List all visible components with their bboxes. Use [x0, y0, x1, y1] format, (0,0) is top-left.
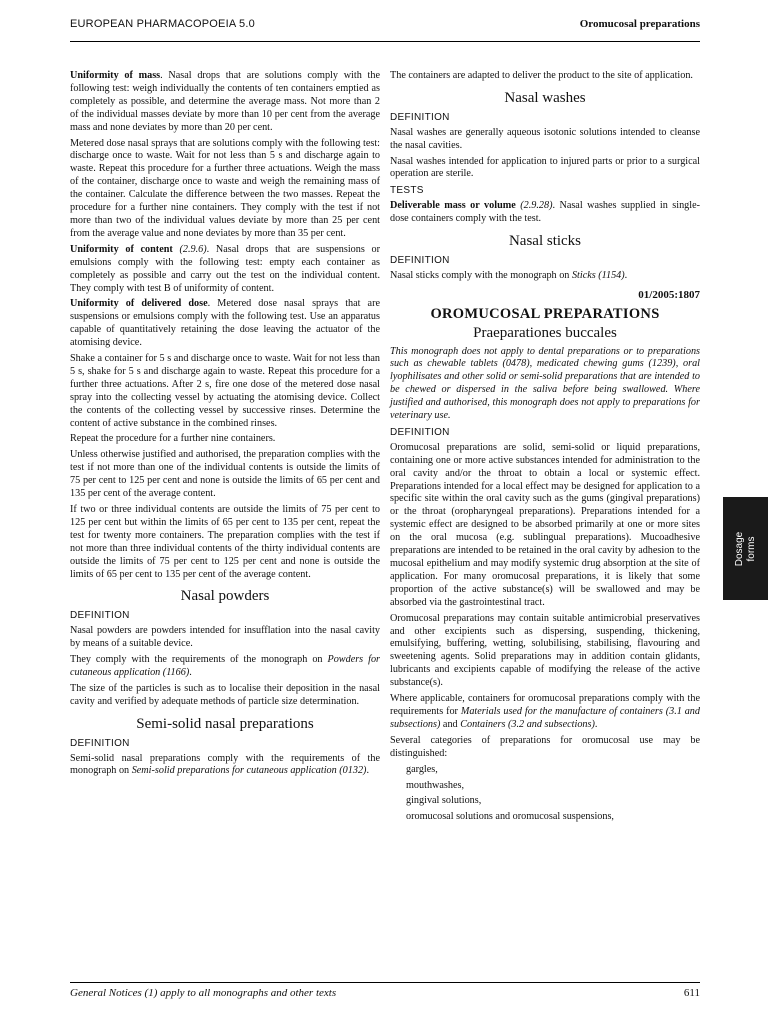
header-pharmacopoeia-title: EUROPEAN PHARMACOPOEIA 5.0 — [70, 18, 255, 30]
definition-label: DEFINITION — [70, 737, 130, 749]
uniformity-of-mass-paragraph: Uniformity of mass. Nasal drops that are solutions comply with the following test: weigh individually the contents of ten containers emptied as completely as possible, and determine the average mass. Not more than 2 of the individual masses deviate by more than 10 per cent from the average mass and none deviates by more than 20 per cent. — [70, 70, 380, 133]
deliverable-mass-paragraph: Deliverable mass or volume (2.9.28). Nasal washes supplied in single-dose containers comply with the test. — [390, 200, 701, 225]
nasal-washes-sterile: Nasal washes intended for application to injured parts or prior to a surgical operation are sterile. — [390, 155, 700, 180]
monograph-title: OROMUCOSAL PREPARATIONS — [430, 305, 660, 322]
list-item: gingival solutions, — [406, 795, 482, 807]
list-item: oromucosal solutions and oromucosal suspensions, — [406, 811, 614, 823]
nasal-sticks-heading: Nasal sticks — [508, 233, 582, 250]
definition-label: DEFINITION — [70, 610, 130, 622]
page-number: 611 — [683, 987, 700, 999]
semi-solid-definition: Semi-solid nasal preparations comply with the requirements of the monograph on Semi-solid preparations for cutaneous application (0132). — [70, 752, 380, 777]
scope-note-text: This monograph does not apply to dental preparations or to preparations such as chewable tablets (0478), medicated chewing gums (1239), oral lyophilisates and other solid or semi-solid preparations that are intended to be chewed or dispersed in the saliva before being swallowed. Where justified and authorised, this monograph does not apply to preparations for veterinary use. — [390, 345, 700, 422]
monograph-reference-number: 01/2005:1807 — [638, 288, 700, 301]
acceptance-limits-paragraph: Unless otherwise justified and authorised, the preparation complies with the test if not more than one of the individual contents is outside the limits of 75 per cent to 125 per cent and none is outside the limits of 65 per cent and 135 per cent of the average content. — [70, 449, 380, 500]
nasal-powders-requirements: They comply with the requirements of the monograph on Powders for cutaneous application (1166). — [70, 654, 380, 678]
list-item: gargles, — [406, 763, 438, 775]
nasal-powders-heading: Nasal powders — [180, 588, 270, 605]
footer-rule — [70, 982, 700, 983]
right-column — [390, 70, 700, 827]
header-section-title: Oromucosal preparations — [579, 18, 700, 30]
uniformity-of-delivered-dose-paragraph: Uniformity of delivered dose. Metered dose nasal sprays that are suspensions or emulsions comply with the following test. Use an apparatus capable of quantitatively retaining the dose leaving the actuator of the atomising device. — [70, 298, 380, 349]
thumb-tab-label: Dosage forms — [733, 531, 757, 566]
repeat-procedure-paragraph: Repeat the procedure for a further nine containers. — [70, 433, 276, 445]
left-column — [70, 70, 380, 781]
footer-general-notices: General Notices (1) apply to all monographs and other texts — [70, 987, 337, 999]
header-rule — [70, 41, 700, 42]
containers-requirements-paragraph: Where applicable, containers for oromucosal preparations comply with the requirements for Materials used for the manufacture of containers (3.1 and subsections) and Containers (3.2 and subsections). — [390, 693, 700, 730]
monograph-latin-title: Praeparationes buccales — [473, 324, 617, 341]
semi-solid-nasal-heading: Semi-solid nasal preparations — [136, 715, 314, 732]
scope-note — [390, 346, 700, 423]
nasal-powders-definition: Nasal powders are powders intended for insufflation into the nasal cavity by means of a suitable device. — [70, 625, 380, 650]
definition-label: DEFINITION — [390, 426, 450, 438]
nasal-sticks-definition: Nasal sticks comply with the monograph on Sticks (1154). — [390, 269, 628, 281]
particle-size-paragraph: The size of the particles is such as to localise their deposition in the nasal cavity and verified by adequate methods of particle size determination. — [70, 682, 380, 707]
categories-intro: Several categories of preparations for oromucosal use may be distinguished: — [390, 734, 700, 759]
list-item: mouthwashes, — [406, 779, 465, 791]
oromucosal-definition: Oromucosal preparations are solid, semi-solid or liquid preparations, containing one or more active substances intended for administration to the oral cavity and/or the throat to obtain a local or systemic effect. Preparations intended for a local effect may be designed for application to a specific site within the oral cavity such as the gums (gingival preparations) or the throat (oropharyngeal preparations). Preparations intended for a systemic effect are designed to be absorbed primarily at one or more sites on the oral mucosa (e.g. sublingual preparations). Mucoadhesive preparations are intended to be retained in the oral cavity by adhesion to the mucosal epithelium and may modify systemic drug absorption at the site of application. For many oromucosal preparations, it is likely that some proportion of the active substance(s) will be swallowed and may be absorbed via the gastrointestinal tract. — [390, 441, 700, 608]
tests-label: TESTS — [390, 185, 424, 197]
dosage-forms-thumb-tab — [723, 497, 768, 600]
categories-list — [390, 764, 700, 825]
definition-label: DEFINITION — [390, 111, 450, 123]
retest-limits-paragraph: If two or three individual contents are outside the limits of 75 per cent to 125 per cent but within the limits of 65 per cent to 135 per cent, repeat the test for twenty more containers. The preparation complies with the test if not more than three individual contents of the thirty individual contents are outside the limits of 75 per cent to 125 per cent and none is outside the limits of 65 per cent to 135 per cent of the average content. — [70, 504, 380, 580]
definition-label: DEFINITION — [390, 254, 450, 266]
excipients-paragraph: Oromucosal preparations may contain suitable antimicrobial preservatives and other excipients such as dispersing, suspending, thickening, emulsifying, buffering, wetting, solubilising, stabilising, flavouring and sweetening agents. Solid preparations may in addition contain glidants, lubricants and excipients capable of modifying the release of the active substance(s). — [390, 612, 700, 689]
metered-spray-paragraph: Metered dose nasal sprays that are solutions comply with the following test: discharge once to waste. Wait for not less than 5 s and discharge again to waste. Repeat this procedure for a further three actuations. Weigh the mass of the container, discharge once to waste and weigh the remaining mass of the container. Calculate the difference between the two masses. Repeat the procedure for a further nine containers. They comply with the test if not more than two of the individual values deviate by more than 25 per cent from the average value and none deviates by more than 35 per cent. — [70, 137, 380, 239]
containers-paragraph: The containers are adapted to deliver the product to the site of application. — [390, 70, 693, 81]
uniformity-of-content-paragraph: Uniformity of content (2.9.6). Nasal drops that are suspensions or emulsions comply with the following test: empty each container as completely as possible and carry out the test on the individual content. They comply with test B of uniformity of content. — [70, 243, 381, 294]
running-header — [70, 18, 700, 36]
nasal-washes-heading: Nasal washes — [504, 89, 586, 106]
shake-container-paragraph: Shake a container for 5 s and discharge once to waste. Wait for not less than 5 s, shake for 5 s and discharge again to waste. Repeat this procedure for a further three actuations. After 2 s, fire one dose of the metered dose nasal spray into the collecting vessel by actuating the atomising device. Collect the contents of the collecting vessel by successive rinses. Determine the content of active substance in the combined rinses. — [70, 353, 380, 429]
nasal-washes-definition: Nasal washes are generally aqueous isotonic solutions intended to cleanse the nasal cavities. — [390, 126, 700, 151]
